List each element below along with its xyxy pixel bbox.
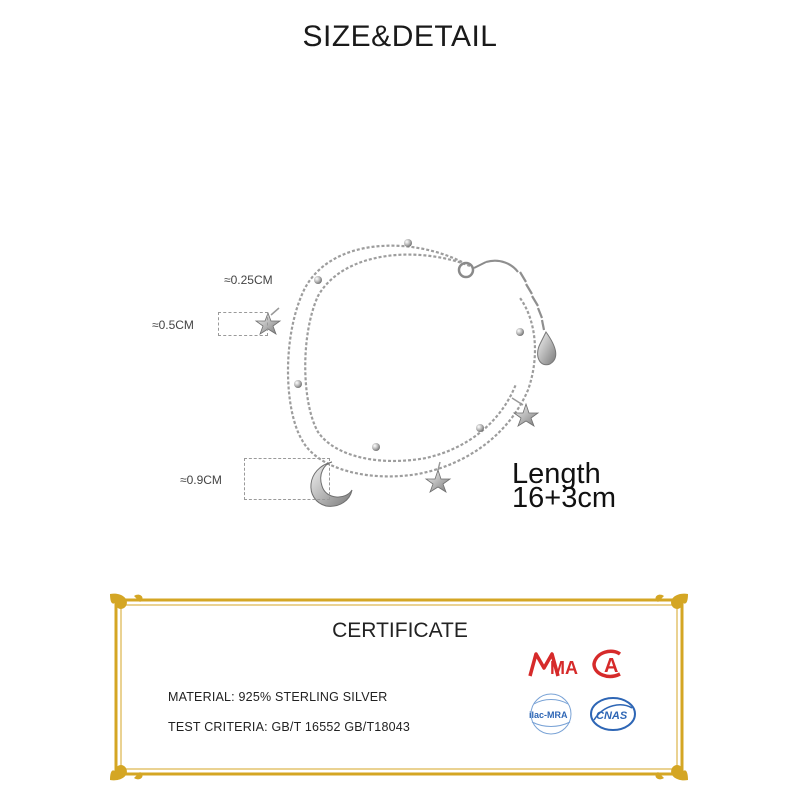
cal-logo-icon bbox=[590, 648, 636, 680]
ilac-mra-logo-icon bbox=[526, 692, 576, 736]
certificate-title: CERTIFICATE bbox=[332, 619, 468, 642]
chain-beads bbox=[294, 239, 524, 451]
cnas-logo-icon bbox=[588, 694, 638, 734]
cma-logo-text: MA bbox=[550, 658, 578, 678]
dimension-box-moon bbox=[244, 458, 330, 500]
extender-chain bbox=[486, 261, 544, 330]
test-criteria-text: TEST CRITERIA: GB/T 16552 GB/T18043 bbox=[168, 720, 411, 734]
page-title: SIZE&DETAIL bbox=[302, 20, 498, 53]
cal-logo-text: A bbox=[604, 655, 619, 677]
dimension-label-moon: ≈0.9CM bbox=[180, 473, 222, 487]
material-text: MATERIAL: 925% STERLING SILVER bbox=[168, 690, 388, 704]
dimension-box-star bbox=[218, 312, 268, 336]
dimension-label-star: ≈0.5CM bbox=[152, 318, 194, 332]
length-value: 16+3cm bbox=[512, 482, 616, 514]
length-label: Length bbox=[512, 458, 601, 490]
outer-chain bbox=[288, 246, 535, 477]
cma-logo-icon bbox=[528, 650, 580, 680]
cnas-logo-text: CNAS bbox=[596, 710, 628, 722]
ilac-mra-logo-text: ilac-MRA bbox=[529, 710, 568, 720]
length-spec bbox=[512, 458, 616, 514]
clasp bbox=[459, 262, 486, 277]
teardrop-charm bbox=[538, 332, 556, 365]
dimension-label-bead: ≈0.25CM bbox=[224, 273, 273, 287]
